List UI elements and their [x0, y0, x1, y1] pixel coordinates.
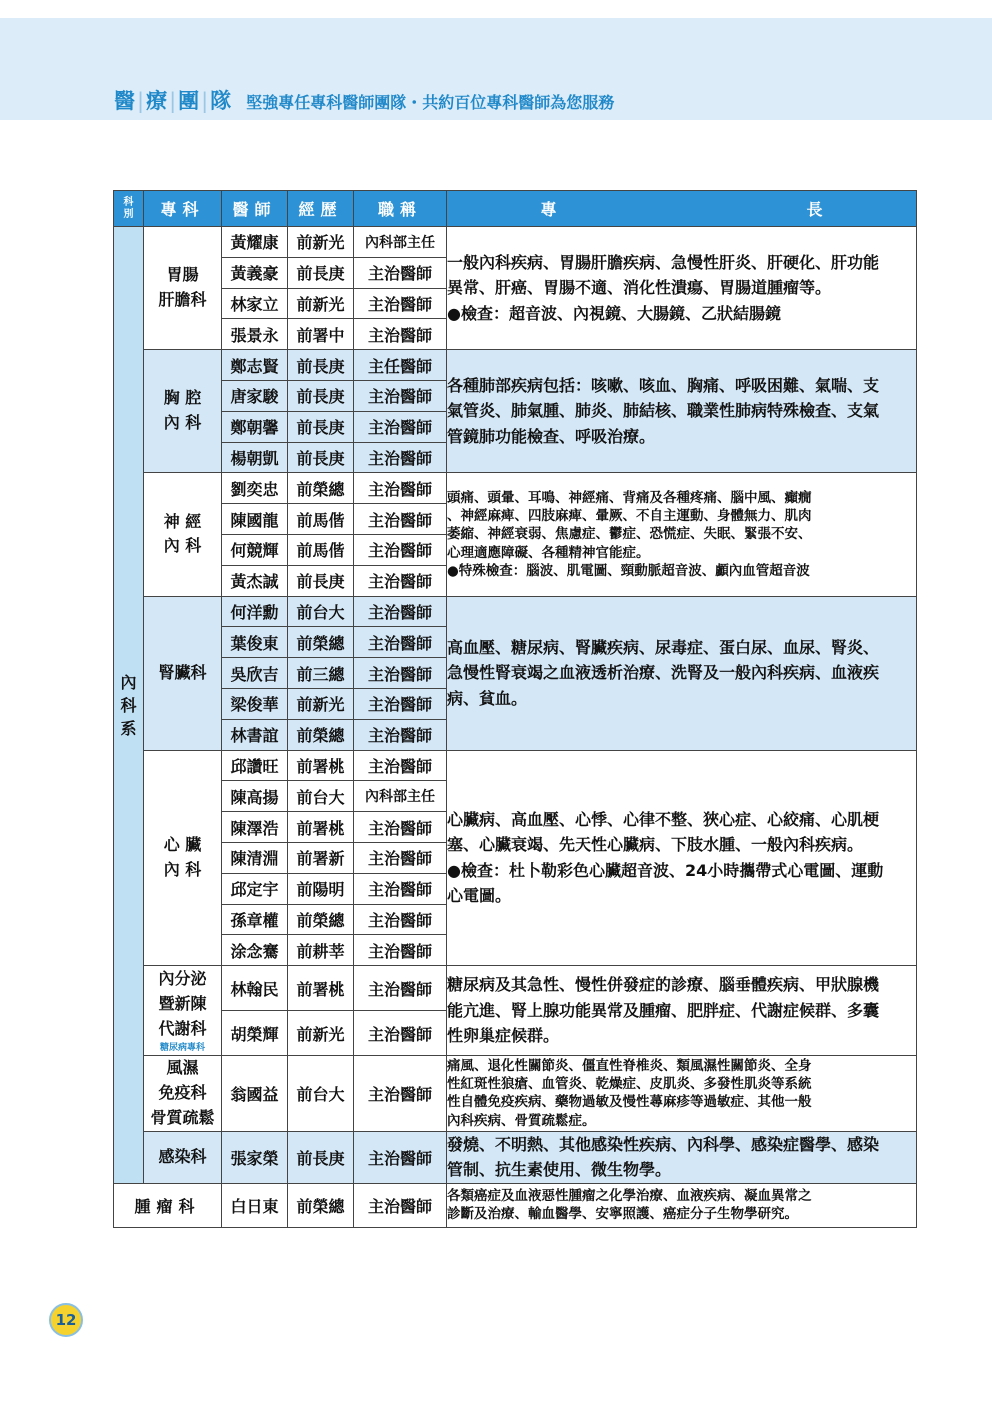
doctor-experience: 前長庚 — [288, 380, 354, 411]
doctor-experience: 前榮總 — [288, 627, 354, 658]
text: 管鏡肺功能檢查、呼吸治療。 — [447, 427, 656, 447]
text: 一般內科疾病、胃腸肝膽疾病、急慢性肝炎、肝硬化、肝功能 — [447, 252, 880, 272]
expertise-description — [447, 1183, 917, 1227]
doctor-experience: 前署桃 — [288, 812, 354, 843]
text: 性紅斑性狼瘡、血管炎、乾燥症、皮肌炎、多發性肌炎等系統 — [447, 1076, 812, 1093]
text: 肝膽科 — [158, 290, 207, 310]
specialty-cell — [144, 750, 222, 966]
text: 各類癌症及血液惡性腫瘤之化學治療、血液疾病、凝血異常之 — [447, 1187, 812, 1204]
doctor-experience: 前台大 — [288, 596, 354, 627]
page-number: 12 — [49, 1303, 83, 1337]
doctor-experience: 前長庚 — [288, 442, 354, 473]
header-category: 科 別 — [114, 191, 144, 227]
doctor-name: 唐家駿 — [222, 380, 288, 411]
doctor-name: 孫章權 — [222, 904, 288, 935]
specialty-cell — [144, 966, 222, 1056]
doctor-experience: 前台大 — [288, 1056, 354, 1131]
doctor-name: 邱讚旺 — [222, 750, 288, 781]
text: 胸 腔 — [163, 388, 202, 408]
brand-title: 醫|療|團|隊 — [114, 89, 233, 113]
text: 內科疾病、骨質疏鬆症。 — [447, 1112, 596, 1129]
text: 內 科 — [163, 413, 202, 433]
doctor-title: 主治醫師 — [354, 473, 447, 504]
doctor-name: 吳欣吉 — [222, 658, 288, 689]
doctor-title: 主治醫師 — [354, 658, 447, 689]
doctor-title: 主治醫師 — [354, 966, 447, 1011]
expertise-description — [447, 473, 917, 596]
table-row — [114, 350, 917, 381]
table-row — [114, 1183, 917, 1227]
text: 風濕 — [166, 1058, 199, 1078]
category-char: 科 — [120, 696, 137, 716]
expertise-description — [447, 966, 917, 1056]
doctor-name: 陳國龍 — [222, 504, 288, 535]
text: 診斷及治療、輸血醫學、安寧照護、癌症分子生物學研究。 — [447, 1206, 798, 1223]
text: 心電圖。 — [447, 886, 512, 906]
expertise-description — [447, 1056, 917, 1131]
expertise-description — [447, 596, 917, 750]
doctor-name: 張景永 — [222, 319, 288, 350]
text: 痛風、退化性關節炎、僵直性脊椎炎、類風濕性關節炎、全身 — [447, 1057, 812, 1074]
doctor-name: 何洋勳 — [222, 596, 288, 627]
expertise-description — [447, 1131, 917, 1183]
text: 心理適應障礙、各種精神官能症。 — [447, 544, 650, 561]
doctor-name: 林家立 — [222, 288, 288, 319]
text: 頭痛、頭暈、耳鳴、神經痛、背痛及各種疼痛、腦中風、癲癇 — [447, 489, 812, 506]
header-expertise: 專 長 — [447, 191, 917, 227]
text: 腎臟科 — [158, 662, 207, 682]
doctor-experience: 前長庚 — [288, 350, 354, 381]
doctor-experience: 前三總 — [288, 658, 354, 689]
doctor-name: 鄭朝馨 — [222, 411, 288, 442]
doctor-experience: 前長庚 — [288, 565, 354, 596]
header-title: 職稱 — [354, 191, 447, 227]
doctor-experience: 前陽明 — [288, 873, 354, 904]
doctor-title: 內科部主任 — [354, 227, 447, 258]
table-row — [114, 1131, 917, 1183]
doctor-name: 張家榮 — [222, 1131, 288, 1183]
text: 急慢性腎衰竭之血液透析治療、洗腎及一般內科疾病、血液疾 — [447, 663, 880, 683]
doctor-title: 主治醫師 — [354, 719, 447, 750]
doctor-name: 梁俊華 — [222, 688, 288, 719]
text: 骨質疏鬆 — [150, 1107, 215, 1127]
specialty-cell — [144, 1056, 222, 1131]
text: 內 科 — [163, 859, 202, 879]
doctor-experience: 前榮總 — [288, 904, 354, 935]
text: 性卵巢症候群。 — [447, 1026, 560, 1046]
text: 神 經 — [163, 511, 202, 531]
expertise-description — [447, 750, 917, 966]
header-experience: 經歷 — [288, 191, 354, 227]
doctor-experience: 前榮總 — [288, 1183, 354, 1227]
doctor-name: 黃耀康 — [222, 227, 288, 258]
doctor-title: 主治醫師 — [354, 257, 447, 288]
doctor-name: 翁國益 — [222, 1056, 288, 1131]
text: 糖尿病及其急性、慢性併發症的診療、腦垂體疾病、甲狀腺機 — [447, 975, 880, 995]
table-row — [114, 473, 917, 504]
text: 各種肺部疾病包括：咳嗽、咳血、胸痛、呼吸困難、氣喘、支 — [447, 375, 880, 395]
doctor-name: 黃義豪 — [222, 257, 288, 288]
text: ●檢查：杜卜勒彩色心臟超音波、24小時攜帶式心電圖、運動 — [447, 860, 884, 880]
category-char: 系 — [120, 719, 137, 739]
doctor-experience: 前新光 — [288, 1011, 354, 1056]
doctor-experience: 前新光 — [288, 227, 354, 258]
text: 心 臟 — [163, 835, 202, 855]
doctor-experience: 前新光 — [288, 688, 354, 719]
doctor-title: 主治醫師 — [354, 873, 447, 904]
doctor-name: 林翰民 — [222, 966, 288, 1011]
doctor-name: 邱定宇 — [222, 873, 288, 904]
text: 免疫科 — [158, 1082, 207, 1102]
header-title-line — [114, 85, 614, 115]
doctor-name: 楊朝凱 — [222, 442, 288, 473]
text: 代謝科 — [158, 1019, 207, 1039]
doctor-experience: 前新光 — [288, 288, 354, 319]
doctor-title: 主治醫師 — [354, 411, 447, 442]
doctor-title: 主治醫師 — [354, 1131, 447, 1183]
text: 異常、肝癌、胃腸不適、消化性潰瘍、胃腸道腫瘤等。 — [447, 278, 832, 298]
doctor-experience: 前署中 — [288, 319, 354, 350]
doctor-title: 主治醫師 — [354, 842, 447, 873]
doctor-name: 林書誼 — [222, 719, 288, 750]
doctor-name: 劉奕忠 — [222, 473, 288, 504]
tagline: 堅強專任專科醫師團隊・共約百位專科醫師為您服務 — [246, 93, 615, 112]
text: 發燒、不明熱、其他感染性疾病、內科學、感染症醫學、感染 — [447, 1134, 880, 1154]
text: ●檢查：超音波、內視鏡、大腸鏡、乙狀結腸鏡 — [447, 303, 781, 323]
doctor-experience: 前榮總 — [288, 473, 354, 504]
doctor-title: 主治醫師 — [354, 904, 447, 935]
text: 心臟病、高血壓、心悸、心律不整、狹心症、心絞痛、心肌梗 — [447, 809, 880, 829]
table-row — [114, 227, 917, 258]
doctor-name: 涂念騫 — [222, 935, 288, 966]
doctor-name: 葉俊東 — [222, 627, 288, 658]
text: 塞、心臟衰竭、先天性心臟病、下肢水腫、一般內科疾病。 — [447, 835, 864, 855]
text: ●特殊檢查：腦波、肌電圖、頸動脈超音波、顱內血管超音波 — [447, 562, 810, 579]
doctor-title: 主治醫師 — [354, 1056, 447, 1131]
doctor-experience: 前署桃 — [288, 966, 354, 1011]
doctor-title: 主治醫師 — [354, 380, 447, 411]
text: 管制、抗生素使用、微生物學。 — [447, 1160, 672, 1180]
header-specialty: 專科 — [144, 191, 222, 227]
doctor-name: 何競輝 — [222, 534, 288, 565]
doctor-name: 陳澤浩 — [222, 812, 288, 843]
expertise-description — [447, 227, 917, 350]
category-internal — [114, 227, 144, 1184]
doctor-experience: 前長庚 — [288, 411, 354, 442]
table-row — [114, 596, 917, 627]
doctor-experience: 前長庚 — [288, 1131, 354, 1183]
text: 病、貧血。 — [447, 688, 528, 708]
text: 內 科 — [163, 536, 202, 556]
doctor-table — [113, 190, 917, 1228]
doctor-title: 主治醫師 — [354, 288, 447, 319]
doctor-title: 主治醫師 — [354, 596, 447, 627]
doctor-experience: 前耕莘 — [288, 935, 354, 966]
specialty-cell — [144, 1131, 222, 1183]
doctor-experience: 前署新 — [288, 842, 354, 873]
doctor-title: 主治醫師 — [354, 534, 447, 565]
doctor-experience: 前署桃 — [288, 750, 354, 781]
doctor-name: 胡榮輝 — [222, 1011, 288, 1056]
doctor-experience: 前馬偕 — [288, 504, 354, 535]
header-doctor: 醫師 — [222, 191, 288, 227]
category-char: 內 — [120, 673, 137, 693]
text: 、神經麻痺、四肢麻痺、暈厥、不自主運動、身體無力、肌肉 — [447, 508, 812, 525]
specialty-cell — [144, 350, 222, 473]
doctor-name: 黃杰誠 — [222, 565, 288, 596]
doctor-title: 內科部主任 — [354, 781, 447, 812]
doctor-title: 主任醫師 — [354, 350, 447, 381]
doctor-title: 主治醫師 — [354, 935, 447, 966]
expertise-description — [447, 350, 917, 473]
specialty-tumor: 腫瘤科 — [114, 1183, 222, 1227]
doctor-experience: 前台大 — [288, 781, 354, 812]
text: 內分泌 — [158, 969, 207, 989]
table-header-row — [114, 191, 917, 227]
text: 性自體免疫疾病、藥物過敏及慢性蕁麻疹等過敏症、其他一般 — [447, 1094, 812, 1111]
text: 高血壓、糖尿病、腎臟疾病、尿毒症、蛋白尿、血尿、腎炎、 — [447, 637, 880, 657]
doctor-title: 主治醫師 — [354, 812, 447, 843]
doctor-name: 鄭志賢 — [222, 350, 288, 381]
specialty-cell — [144, 473, 222, 596]
doctor-title: 主治醫師 — [354, 565, 447, 596]
doctor-title: 主治醫師 — [354, 627, 447, 658]
doctor-title: 主治醫師 — [354, 442, 447, 473]
text: 萎縮、神經衰弱、焦慮症、鬱症、恐慌症、失眠、緊張不安、 — [447, 526, 812, 543]
doctor-name: 白日東 — [222, 1183, 288, 1227]
text: 能亢進、腎上腺功能異常及腫瘤、肥胖症、代謝症候群、多囊 — [447, 1000, 880, 1020]
text: 胃腸 — [166, 265, 199, 285]
text: 氣管炎、肺氣腫、肺炎、肺結核、職業性肺病特殊檢查、支氣 — [447, 401, 880, 421]
doctor-name: 陳高揚 — [222, 781, 288, 812]
specialty-cell — [144, 596, 222, 750]
doctor-title: 主治醫師 — [354, 1011, 447, 1056]
doctor-experience: 前榮總 — [288, 719, 354, 750]
text: 感染科 — [158, 1146, 207, 1166]
table-row — [114, 1056, 917, 1131]
doctor-name: 陳清淵 — [222, 842, 288, 873]
table-row — [114, 750, 917, 781]
doctor-title: 主治醫師 — [354, 504, 447, 535]
doctor-title: 主治醫師 — [354, 1183, 447, 1227]
doctor-experience: 前長庚 — [288, 257, 354, 288]
doctor-experience: 前馬偕 — [288, 534, 354, 565]
doctor-title: 主治醫師 — [354, 750, 447, 781]
specialty-cell — [144, 227, 222, 350]
text: 糖尿病專科 — [159, 1042, 205, 1053]
table-row — [114, 966, 917, 1011]
doctor-title: 主治醫師 — [354, 319, 447, 350]
text: 暨新陳 — [158, 994, 207, 1014]
doctor-title: 主治醫師 — [354, 688, 447, 719]
